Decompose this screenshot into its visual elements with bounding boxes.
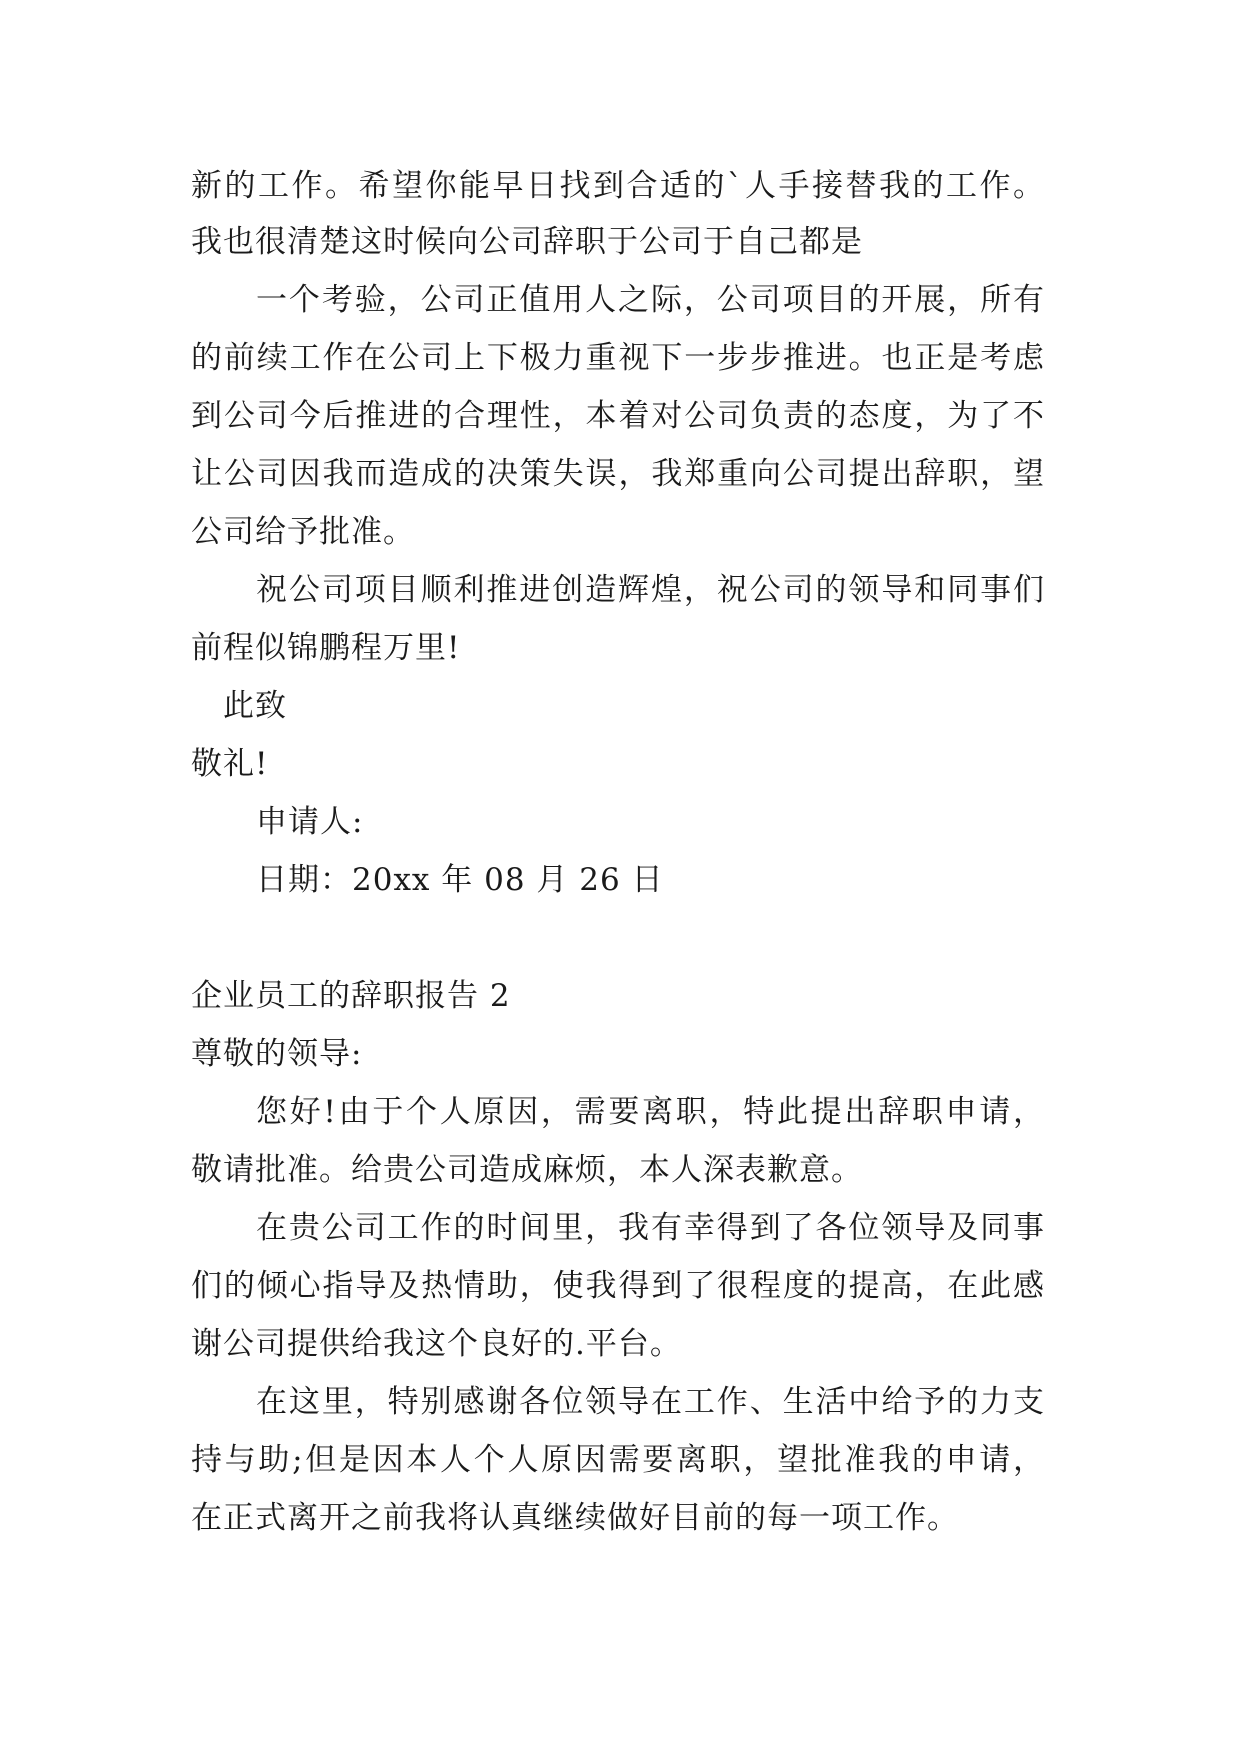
text-line-23: 在正式离开之前我将认真继续做好目前的每一项工作。	[191, 1500, 959, 1536]
text-line-13: 日期：20xx 年 08 月 26 日	[256, 862, 664, 898]
text-line-10: 此致	[223, 688, 287, 724]
text-line-17: 敬请批准。给贵公司造成麻烦，本人深表歉意。	[191, 1152, 863, 1188]
salutation: 尊敬的领导:	[191, 1036, 363, 1072]
text-line-18: 在贵公司工作的时间里，我有幸得到了各位领导及同事	[256, 1210, 1044, 1246]
text-line-2: 我也很清楚这时候向公司辞职于公司于自己都是	[191, 224, 863, 260]
text-line-20: 谢公司提供给我这个良好的.平台。	[191, 1326, 682, 1362]
text-line-8: 祝公司项目顺利推进创造辉煌，祝公司的领导和同事们	[256, 572, 1044, 608]
text-line-6: 让公司因我而造成的决策失误，我郑重向公司提出辞职，望	[191, 456, 1044, 492]
section-title: 企业员工的辞职报告 2	[191, 978, 511, 1014]
text-line-11: 敬礼!	[191, 746, 269, 782]
text-line-9: 前程似锦鹏程万里!	[191, 630, 461, 666]
text-line-4: 的前续工作在公司上下极力重视下一步步推进。也正是考虑	[191, 340, 1044, 376]
text-line-5: 到公司今后推进的合理性，本着对公司负责的态度，为了不	[191, 398, 1044, 434]
text-line-12: 申请人:	[256, 804, 364, 840]
text-line-22: 持与助;但是因本人个人原因需要离职，望批准我的申请，	[191, 1442, 1044, 1478]
text-line-1: 新的工作。希望你能早日找到合适的`人手接替我的工作。	[191, 168, 1044, 204]
text-line-16: 您好!由于个人原因，需要离职，特此提出辞职申请，	[256, 1094, 1044, 1130]
text-line-7: 公司给予批准。	[191, 514, 415, 550]
text-line-21: 在这里，特别感谢各位领导在工作、生活中给予的力支	[256, 1384, 1044, 1420]
text-line-19: 们的倾心指导及热情助，使我得到了很程度的提高，在此感	[191, 1268, 1044, 1304]
text-line-3: 一个考验，公司正值用人之际，公司项目的开展，所有	[256, 282, 1044, 318]
